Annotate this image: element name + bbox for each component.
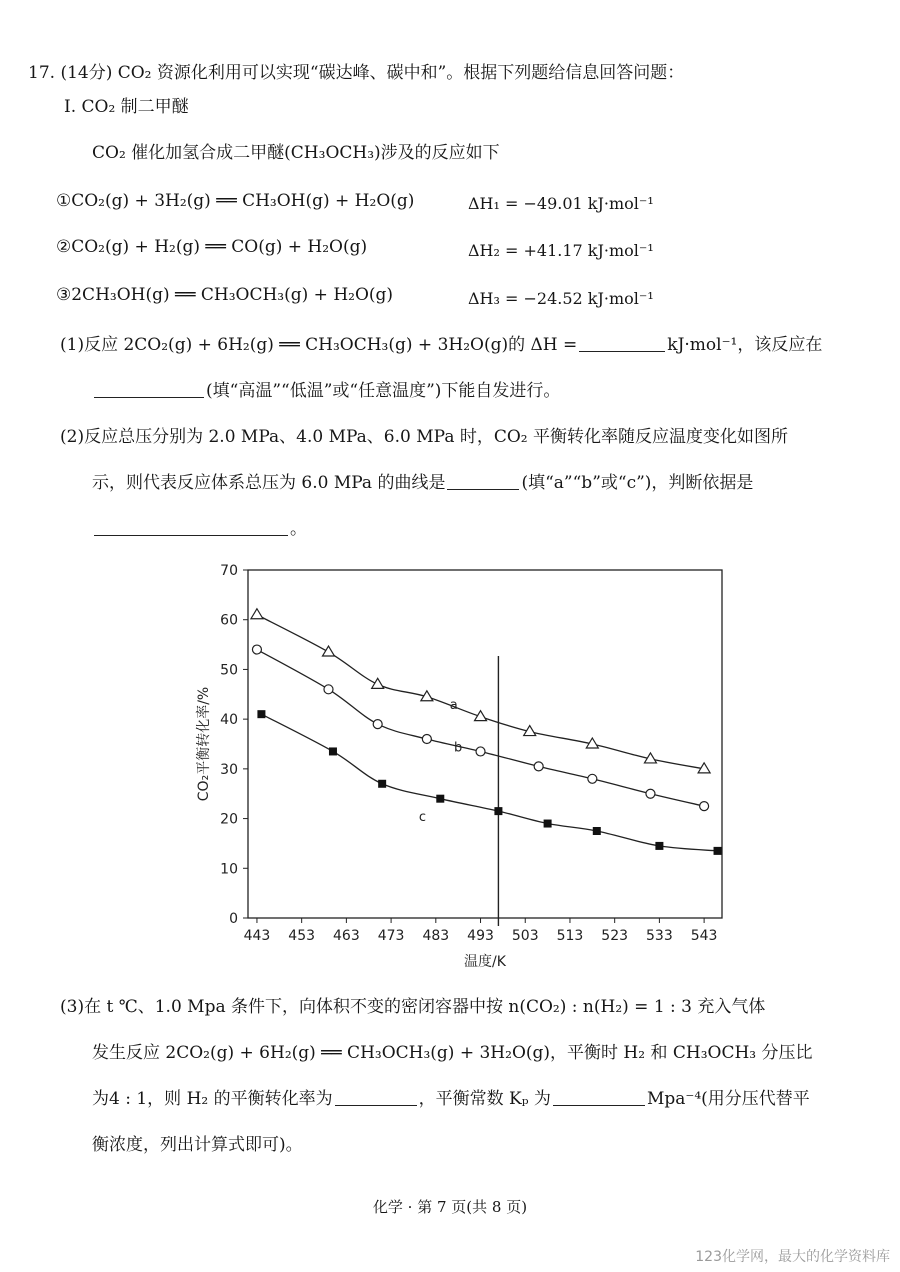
x-tick-label: 463 bbox=[333, 928, 360, 944]
reaction-1: ①CO₂(g) + 3H₂(g) ══ CH₃OH(g) + H₂O(g) bbox=[56, 191, 415, 211]
x-tick-label: 513 bbox=[556, 928, 584, 944]
series-c-point bbox=[544, 820, 552, 828]
q1-line2 bbox=[92, 380, 560, 402]
q3-line3 bbox=[92, 1088, 810, 1110]
q3-line4: 衡浓度，列出计算式即可)。 bbox=[92, 1135, 303, 1155]
y-tick-label: 60 bbox=[220, 612, 238, 629]
series-c-line bbox=[261, 714, 717, 851]
q2-reason-blank[interactable] bbox=[94, 519, 288, 536]
series-a-line bbox=[257, 615, 704, 769]
x-tick-label: 523 bbox=[601, 928, 629, 944]
x-tick-label: 453 bbox=[288, 928, 316, 944]
reaction-1-dh: ΔH₁ = −49.01 kJ·mol⁻¹ bbox=[468, 194, 654, 213]
y-tick-label: 70 bbox=[220, 563, 238, 579]
reaction-2-dh: ΔH₂ = +41.17 kJ·mol⁻¹ bbox=[468, 241, 654, 260]
y-tick-label: 50 bbox=[220, 662, 238, 679]
x-tick-label: 543 bbox=[690, 928, 718, 944]
series-b-point bbox=[534, 762, 543, 771]
curve-label-b: b bbox=[454, 740, 463, 756]
q1-dh-blank[interactable] bbox=[579, 335, 665, 352]
q3-conversion-blank[interactable] bbox=[335, 1089, 417, 1106]
series-b-point bbox=[422, 735, 431, 744]
y-axis-label: CO₂平衡转化率/% bbox=[196, 686, 212, 802]
series-c-point bbox=[593, 827, 601, 835]
x-tick-label: 503 bbox=[511, 928, 539, 944]
q2-text-end: 。 bbox=[290, 519, 307, 539]
reaction-3-dh: ΔH₃ = −24.52 kJ·mol⁻¹ bbox=[468, 289, 654, 308]
reaction-3: ③2CH₃OH(g) ══ CH₃OCH₃(g) + H₂O(g) bbox=[56, 285, 394, 305]
series-a-point bbox=[372, 678, 384, 688]
q3-kp-blank[interactable] bbox=[553, 1089, 645, 1106]
x-tick-label: 473 bbox=[377, 928, 405, 944]
series-c-point bbox=[257, 710, 265, 718]
series-c-point bbox=[494, 807, 502, 815]
x-tick-label: 533 bbox=[646, 928, 673, 944]
q2-line2 bbox=[92, 472, 753, 494]
x-tick-label: 483 bbox=[422, 928, 450, 944]
q1-temp-blank[interactable] bbox=[94, 381, 204, 398]
series-b-point bbox=[373, 720, 382, 729]
y-tick-label: 20 bbox=[220, 811, 238, 828]
part1-title: Ⅰ. CO₂ 制二甲醚 bbox=[64, 97, 189, 117]
q3-line2: 发生反应 2CO₂(g) + 6H₂(g) ══ CH₃OCH₃(g) + 3H₂O(g)，平衡时 H₂ 和 CH₃OCH₃ 分压比 bbox=[92, 1043, 813, 1063]
series-b-point bbox=[476, 747, 485, 756]
q3-text-a: 为4 : 1，则 H₂ 的平衡转化率为 bbox=[92, 1089, 333, 1109]
q2-text-b: (填“a”“b”或“c”)，判断依据是 bbox=[521, 473, 754, 493]
q1-line1 bbox=[60, 334, 822, 356]
series-c-point bbox=[714, 847, 722, 855]
q3-text-b: ，平衡常数 Kₚ 为 bbox=[418, 1089, 551, 1109]
y-tick-label: 0 bbox=[229, 911, 238, 927]
x-axis-label: 温度/K bbox=[464, 954, 506, 970]
series-c-point bbox=[378, 780, 386, 788]
y-tick-label: 40 bbox=[220, 712, 238, 729]
curve-label-a: a bbox=[449, 698, 458, 714]
series-a-point bbox=[322, 646, 334, 656]
series-b-point bbox=[252, 645, 261, 654]
y-tick-label: 10 bbox=[220, 861, 238, 878]
q2-line1: (2)反应总压分别为 2.0 MPa、4.0 MPa、6.0 MPa 时，CO₂ 平衡转化率随反应温度变化如图所 bbox=[60, 427, 789, 447]
series-c-point bbox=[655, 842, 663, 850]
co2-conversion-chart bbox=[190, 558, 730, 970]
series-b-point bbox=[324, 685, 333, 694]
intro-text: CO₂ 催化加氢合成二甲醚(CH₃OCH₃)涉及的反应如下 bbox=[92, 143, 500, 163]
series-b-point bbox=[646, 789, 655, 798]
q1-text-b: kJ·mol⁻¹，该反应在 bbox=[667, 335, 823, 355]
q1-text-a: (1)反应 2CO₂(g) + 6H₂(g) ══ CH₃OCH₃(g) + 3H₂O(g)的 ΔH = bbox=[60, 335, 578, 355]
x-tick-label: 443 bbox=[243, 928, 271, 944]
page-footer: 化学 · 第 7 页(共 8 页) bbox=[372, 1198, 528, 1216]
q3-line1: (3)在 t ℃、1.0 Mpa 条件下，向体积不变的密闭容器中按 n(CO₂) : n(H₂) = 1 : 3 充入气体 bbox=[60, 997, 766, 1017]
curve-label-c: c bbox=[418, 810, 426, 826]
watermark: 123化学网，最大的化学资料库 bbox=[695, 1249, 890, 1265]
q3-text-c: Mpa⁻⁴(用分压代替平 bbox=[646, 1089, 810, 1109]
question-header: 17. (14分) CO₂ 资源化利用可以实现“碳达峰、碳中和”。根据下列题给信息回答问题： bbox=[28, 63, 685, 83]
series-c-point bbox=[436, 795, 444, 803]
y-tick-label: 30 bbox=[220, 761, 238, 778]
series-b-line bbox=[257, 650, 704, 807]
q1-text-c: (填“高温”“低温”或“任意温度”)下能自发进行。 bbox=[206, 381, 561, 401]
x-tick-label: 493 bbox=[467, 928, 494, 944]
series-c-point bbox=[329, 747, 337, 755]
series-b-point bbox=[588, 774, 597, 783]
reaction-2: ②CO₂(g) + H₂(g) ══ CO(g) + H₂O(g) bbox=[56, 237, 368, 257]
q2-line3 bbox=[92, 518, 307, 540]
series-b-point bbox=[700, 802, 709, 811]
q2-curve-blank[interactable] bbox=[447, 473, 519, 490]
series-a-point bbox=[251, 609, 263, 619]
q2-text-a: 示，则代表反应体系总压为 6.0 MPa 的曲线是 bbox=[92, 473, 446, 493]
